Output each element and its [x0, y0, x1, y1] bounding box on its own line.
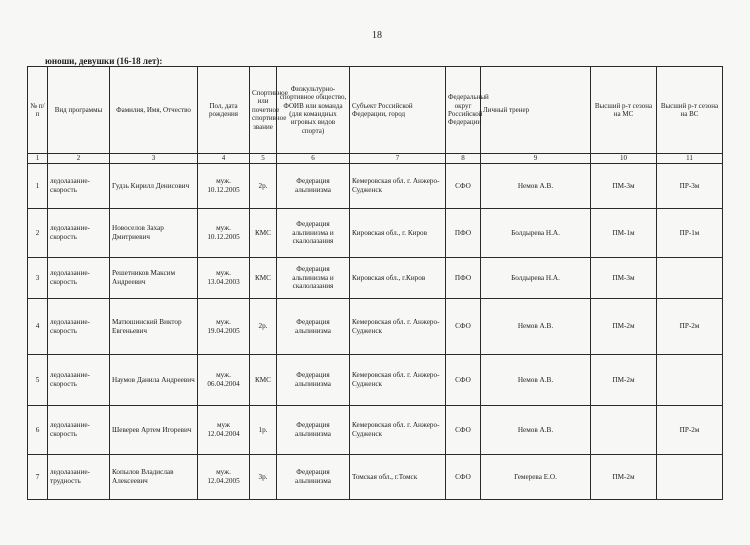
cell-sex: муж	[216, 421, 230, 430]
cell-vs-result	[657, 258, 723, 299]
cell-org: Федерация альпинизма	[277, 355, 350, 406]
cell-vs-result	[657, 355, 723, 406]
cell-region: Кемеровская обл. г. Анжеро-Судженск	[350, 406, 446, 455]
cell-program: ледолазание-скорость	[48, 258, 110, 299]
cell-district: СФО	[446, 406, 481, 455]
cell-sex-dob	[198, 164, 250, 209]
column-number: 11	[657, 154, 723, 164]
cell-sex: муж.	[216, 371, 231, 380]
table-row	[28, 164, 723, 209]
table-row	[28, 258, 723, 299]
column-number: 9	[481, 154, 591, 164]
cell-num: 3	[28, 258, 48, 299]
column-number: 4	[198, 154, 250, 164]
cell-title: 2р.	[250, 299, 277, 355]
cell-num: 5	[28, 355, 48, 406]
cell-sex-dob	[198, 299, 250, 355]
cell-region: Кемеровская обл. г. Анжеро-Судженск	[350, 164, 446, 209]
cell-program: ледолазание-скорость	[48, 406, 110, 455]
header-org: Физкультурно-спортивное общество, ФОИВ или команда (для командных игровых видов спорта)	[277, 67, 350, 154]
cell-title: 3р.	[250, 455, 277, 500]
cell-coach: Немов А.В.	[481, 164, 591, 209]
cell-vs-result	[657, 455, 723, 500]
column-number: 3	[110, 154, 198, 164]
table-row	[28, 355, 723, 406]
cell-org: Федерация альпинизма и скалолазания	[277, 209, 350, 258]
cell-vs-result: ПР-3м	[657, 164, 723, 209]
cell-vs-result: ПР-1м	[657, 209, 723, 258]
cell-ms-result: ПМ-2м	[591, 299, 657, 355]
cell-num: 4	[28, 299, 48, 355]
cell-num: 1	[28, 164, 48, 209]
cell-dob: 12.04.2004	[207, 430, 240, 438]
page-number: 18	[372, 30, 382, 41]
cell-region: Кемеровская обл. г. Анжеро-Судженск	[350, 355, 446, 406]
cell-org: Федерация альпинизма	[277, 406, 350, 455]
athlete-roster-table	[27, 66, 723, 500]
section-title: юноши, девушки (16-18 лет):	[45, 56, 163, 66]
cell-ms-result: ПМ-3м	[591, 258, 657, 299]
column-number-row	[28, 154, 723, 164]
cell-sex-dob	[198, 209, 250, 258]
header-ms-result: Высший р-т сезона на МС	[591, 67, 657, 154]
cell-district: СФО	[446, 164, 481, 209]
cell-program: ледолазание-скорость	[48, 299, 110, 355]
cell-sex-dob	[198, 258, 250, 299]
cell-title: 1р.	[250, 406, 277, 455]
cell-ms-result: ПМ-2м	[591, 355, 657, 406]
cell-ms-result: ПМ-2м	[591, 455, 657, 500]
cell-name: Копылов Владислав Алексеевич	[110, 455, 198, 500]
header-coach: Личный тренер	[481, 67, 591, 154]
cell-ms-result	[591, 406, 657, 455]
cell-name: Гудзь Кирилл Денисович	[110, 164, 198, 209]
cell-region: Кировская обл., г.Киров	[350, 258, 446, 299]
cell-program: ледолазание-трудность	[48, 455, 110, 500]
header-title: Спортивное или почетное спортивное звание	[250, 67, 277, 154]
cell-num: 7	[28, 455, 48, 500]
cell-title: КМС	[250, 355, 277, 406]
header-program: Вид программы	[48, 67, 110, 154]
cell-dob: 06.04.2004	[207, 380, 240, 388]
table-row	[28, 406, 723, 455]
cell-district: СФО	[446, 355, 481, 406]
cell-title: КМС	[250, 209, 277, 258]
cell-dob: 19.04.2005	[207, 326, 240, 335]
cell-coach: Болдырева Н.А.	[481, 209, 591, 258]
cell-coach: Гемерева Е.О.	[481, 455, 591, 500]
column-number: 5	[250, 154, 277, 164]
cell-dob: 12.04.2005	[207, 477, 240, 485]
cell-sex: муж.	[216, 317, 231, 326]
cell-coach: Немов А.В.	[481, 299, 591, 355]
header-row	[28, 67, 723, 154]
cell-name: Шеверев Артем Игоревич	[110, 406, 198, 455]
cell-program: ледолазание-скорость	[48, 164, 110, 209]
cell-region: Кировская обл., г. Киров	[350, 209, 446, 258]
cell-vs-result: ПР-2м	[657, 406, 723, 455]
cell-sex-dob	[198, 455, 250, 500]
cell-org: Федерация альпинизма	[277, 164, 350, 209]
header-name: Фамилия, Имя, Отчество	[110, 67, 198, 154]
cell-sex-dob	[198, 406, 250, 455]
table-row	[28, 299, 723, 355]
cell-org: Федерация альпинизма	[277, 299, 350, 355]
cell-dob: 10.12.2005	[207, 233, 240, 241]
cell-district: СФО	[446, 455, 481, 500]
column-number: 7	[350, 154, 446, 164]
cell-name: Наумов Данила Андреевич	[110, 355, 198, 406]
cell-vs-result: ПР-2м	[657, 299, 723, 355]
column-number: 10	[591, 154, 657, 164]
cell-title: КМС	[250, 258, 277, 299]
cell-sex: муж.	[216, 468, 231, 477]
cell-coach: Болдырева Н.А.	[481, 258, 591, 299]
column-number: 2	[48, 154, 110, 164]
cell-region: Кемеровская обл. г. Анжеро-Судженск	[350, 299, 446, 355]
cell-name: Матюшинский Виктор Евгеньевич	[110, 299, 198, 355]
cell-org: Федерация альпинизма и скалолазания	[277, 258, 350, 299]
cell-ms-result: ПМ-3м	[591, 164, 657, 209]
cell-coach: Немов А.В.	[481, 406, 591, 455]
cell-dob: 13.04.2003	[207, 278, 240, 286]
column-number: 6	[277, 154, 350, 164]
cell-sex: муж.	[216, 269, 231, 278]
cell-region: Томская обл., г.Томск	[350, 455, 446, 500]
cell-num: 6	[28, 406, 48, 455]
cell-coach: Немов А.В.	[481, 355, 591, 406]
cell-title: 2р.	[250, 164, 277, 209]
header-num: № п/п	[28, 67, 48, 154]
cell-num: 2	[28, 209, 48, 258]
table-row	[28, 209, 723, 258]
cell-sex: муж.	[216, 177, 231, 186]
header-vs-result: Высший р-т сезона на ВС	[657, 67, 723, 154]
cell-org: Федерация альпинизма	[277, 455, 350, 500]
table-row	[28, 455, 723, 500]
cell-program: ледолазание-скорость	[48, 209, 110, 258]
cell-dob: 10.12.2005	[207, 186, 240, 194]
cell-name: Новоселов Захар Дмитриевич	[110, 209, 198, 258]
cell-district: СФО	[446, 299, 481, 355]
cell-program: ледолазание-скорость	[48, 355, 110, 406]
header-district: Федеральный округ Российской Федерации	[446, 67, 481, 154]
cell-district: ПФО	[446, 209, 481, 258]
header-sex-dob: Пол, дата рождения	[198, 67, 250, 154]
cell-sex-dob	[198, 355, 250, 406]
column-number: 1	[28, 154, 48, 164]
cell-district: ПФО	[446, 258, 481, 299]
cell-sex: муж.	[216, 224, 231, 233]
cell-ms-result: ПМ-1м	[591, 209, 657, 258]
header-region: Субъект Российской Федерации, город	[350, 67, 446, 154]
cell-name: Решетников Максим Андреевич	[110, 258, 198, 299]
column-number: 8	[446, 154, 481, 164]
